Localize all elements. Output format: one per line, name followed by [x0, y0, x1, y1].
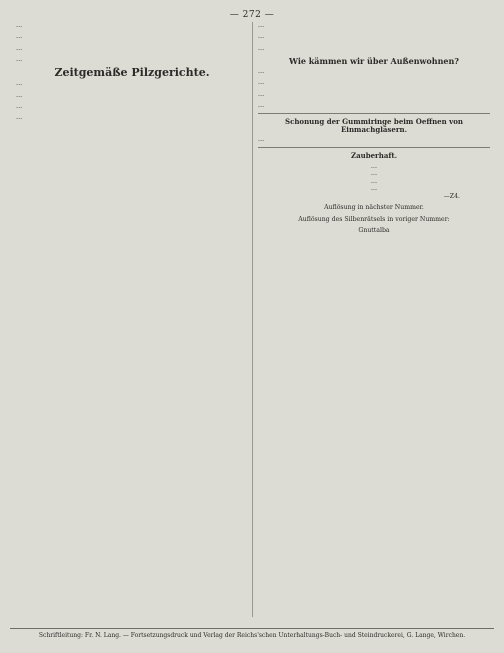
paragraph: …	[258, 33, 265, 41]
paragraph: …	[16, 55, 23, 63]
section-heading: Wie kämmen wir über Außenwohnen?	[289, 55, 459, 66]
paragraph: …	[16, 44, 23, 52]
riddle-line: …	[370, 185, 378, 193]
paragraph: …	[16, 91, 23, 99]
paragraph: …	[258, 44, 265, 52]
divider	[258, 147, 490, 148]
section-heading: Schonung der Gummiringe beim Oeffnen von Einmachgläsern.	[285, 117, 463, 134]
paragraph: …	[258, 90, 265, 98]
paragraph: …	[258, 102, 265, 110]
previous-answer-line: Auflösung des Silbenrätsels in voriger Nummer:	[298, 215, 450, 223]
section-heading: Zeitgemäße Pilzgerichte.	[54, 66, 210, 80]
riddle-line: …	[370, 162, 378, 170]
paragraph: …	[16, 22, 23, 29]
paragraph: …	[16, 33, 23, 41]
divider	[258, 113, 490, 114]
left-column	[16, 22, 248, 617]
column-divider	[252, 22, 253, 617]
answer-note: Auflösung in nächster Nummer.	[324, 204, 424, 212]
riddle-signature: —Z4.	[443, 192, 460, 200]
paragraph: …	[16, 103, 23, 111]
paragraph: …	[258, 68, 265, 76]
previous-answer: Gnuttalba	[358, 227, 390, 235]
page-number: — 272 —	[229, 10, 275, 20]
paragraph: …	[258, 22, 265, 29]
riddle-text	[258, 163, 490, 201]
paragraph: …	[16, 114, 23, 122]
paragraph: …	[16, 80, 23, 88]
riddle-heading: Zauberhaft.	[350, 151, 398, 161]
riddle-line: …	[370, 170, 378, 178]
riddle-line: …	[370, 177, 378, 185]
right-column	[258, 22, 490, 617]
paragraph: …	[258, 135, 265, 143]
paragraph: …	[258, 79, 265, 87]
publisher-footer: Schriftleitung: Fr. N. Lang. — Fortsetzungsdruck und Verlag der Reichs'schen Unterhaltungs-Buch- und Steindruckerei, G. Lange, Wirchen.	[10, 628, 494, 639]
